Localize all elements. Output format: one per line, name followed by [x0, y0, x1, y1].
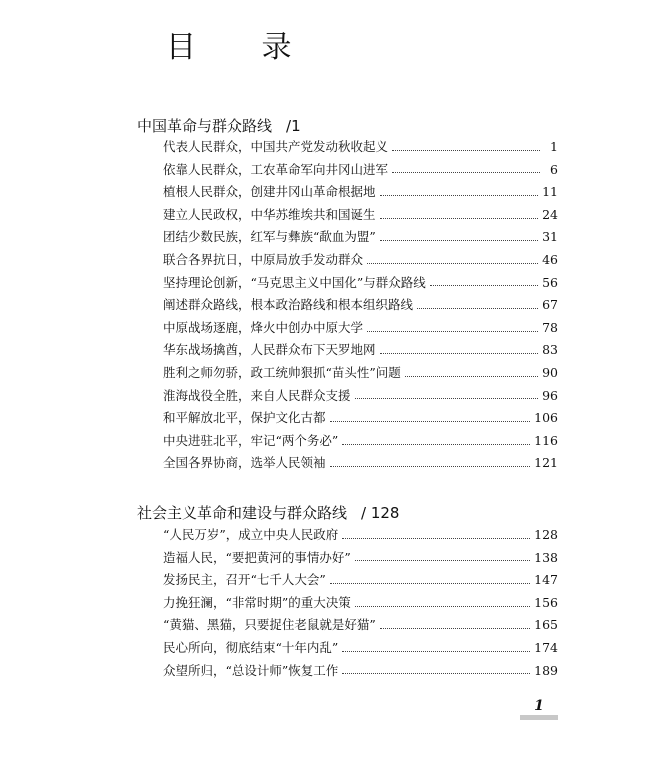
toc-entry-title: 阐述群众路线，根本政治路线和根本组织路线 [163, 297, 414, 313]
dot-leader [380, 195, 539, 196]
toc-entry-title: 胜利之师勿骄，政工统帅狠抓“苗头性”问题 [163, 364, 401, 380]
toc-entry-title: 中央进驻北平，牢记“两个务必” [163, 432, 339, 448]
section-heading [137, 115, 301, 136]
section-heading [137, 502, 399, 523]
toc-entry[interactable] [163, 570, 558, 593]
dot-leader [342, 444, 530, 445]
section-heading-page: / 128 [361, 504, 400, 522]
toc-entry[interactable] [163, 615, 558, 638]
dot-leader [380, 353, 539, 354]
dot-leader [380, 240, 538, 241]
toc-entry[interactable] [163, 318, 558, 341]
toc-entry-page: 96 [542, 387, 558, 403]
toc-entry[interactable] [163, 227, 558, 250]
toc-entry-title: 发扬民主，召开“七千人大会” [163, 572, 326, 588]
toc-list [163, 137, 558, 476]
toc-entry[interactable] [163, 363, 558, 386]
toc-entry-page: 90 [542, 364, 558, 380]
toc-entry[interactable] [163, 273, 558, 296]
toc-entry-page: 121 [534, 455, 558, 471]
dot-leader [330, 583, 530, 584]
dot-leader [355, 606, 530, 607]
toc-entry-page: 116 [534, 432, 558, 448]
dot-leader [392, 172, 540, 173]
page-number: 1 [520, 698, 558, 720]
toc-entry-title: 和平解放北平，保护文化古都 [163, 410, 326, 426]
section-heading-text: 社会主义革命和建设与群众路线 [137, 504, 348, 522]
dot-leader [380, 628, 530, 629]
toc-entry[interactable] [163, 453, 558, 476]
toc-entry-title: 力挽狂澜，“非常时期”的重大决策 [163, 594, 351, 610]
toc-entry[interactable] [163, 386, 558, 409]
toc-entry-page: 67 [542, 297, 558, 313]
toc-entry-title: “黄猫、黑猫，只要捉住老鼠就是好猫” [163, 617, 376, 633]
toc-entry-title: 联合各界抗日，中原局放手发动群众 [163, 251, 364, 267]
toc-entry[interactable] [163, 593, 558, 616]
toc-list [163, 525, 558, 683]
dot-leader [417, 308, 538, 309]
toc-entry-page: 78 [542, 319, 558, 335]
toc-entry-title: 坚持理论创新，“马克思主义中国化”与群众路线 [163, 274, 426, 290]
dot-leader [380, 218, 539, 219]
toc-entry-page: 128 [534, 527, 558, 542]
dot-leader [355, 560, 530, 561]
toc-entry-page: 83 [542, 342, 558, 358]
page-title: 目 录 [166, 30, 320, 65]
toc-entry-page: 56 [542, 274, 558, 290]
toc-entry-page: 24 [542, 206, 558, 222]
dot-leader [405, 376, 538, 377]
toc-entry-page: 31 [542, 229, 558, 245]
toc-entry-title: 团结少数民族，红军与彝族“歃血为盟” [163, 229, 376, 245]
toc-entry-page: 11 [542, 184, 558, 200]
dot-leader [367, 263, 538, 264]
toc-entry[interactable] [163, 250, 558, 273]
toc-entry[interactable] [163, 182, 558, 205]
dot-leader [342, 673, 530, 674]
toc-entry-page: 106 [534, 410, 558, 426]
toc-entry-title: 众望所归，“总设计师”恢复工作 [163, 662, 339, 678]
toc-entry-page: 6 [550, 161, 558, 177]
toc-entry[interactable] [163, 408, 558, 431]
toc-entry[interactable] [163, 638, 558, 661]
section-heading-text: 中国革命与群众路线 [137, 117, 273, 135]
toc-entry[interactable] [163, 661, 558, 684]
toc-entry-page: 156 [534, 594, 558, 610]
toc-entry[interactable] [163, 295, 558, 318]
toc-entry-title: 依靠人民群众，工农革命军向井冈山进军 [163, 161, 389, 177]
toc-entry-page: 46 [542, 251, 558, 267]
toc-entry-title: 中原战场逐鹿，烽火中创办中原大学 [163, 319, 364, 335]
dot-leader [367, 331, 538, 332]
dot-leader [342, 651, 530, 652]
toc-entry-title: 植根人民群众，创建井冈山革命根据地 [163, 184, 376, 200]
toc-entry-title: 造福人民，“要把黄河的事情办好” [163, 549, 351, 565]
toc-entry-page: 174 [534, 639, 558, 655]
dot-leader [330, 421, 531, 422]
dot-leader [330, 466, 531, 467]
toc-entry-title: 民心所向，彻底结束“十年内乱” [163, 639, 339, 655]
toc-entry[interactable] [163, 525, 558, 548]
dot-leader [355, 398, 539, 399]
section-heading-page: /1 [286, 117, 301, 135]
toc-entry-title: 建立人民政权，中华苏维埃共和国诞生 [163, 206, 376, 222]
toc-entry-title: 淮海战役全胜，来自人民群众支援 [163, 387, 351, 403]
toc-entry[interactable] [163, 137, 558, 160]
toc-entry-title: “人民万岁”，成立中央人民政府 [163, 527, 339, 542]
toc-entry-page: 1 [550, 139, 558, 154]
toc-entry-page: 165 [534, 617, 558, 633]
dot-leader [392, 150, 540, 151]
toc-entry-title: 代表人民群众，中国共产党发动秋收起义 [163, 139, 389, 154]
toc-entry[interactable] [163, 340, 558, 363]
toc-entry[interactable] [163, 160, 558, 183]
toc-entry-title: 华东战场擒酋，人民群众布下天罗地网 [163, 342, 376, 358]
toc-entry[interactable] [163, 205, 558, 228]
toc-entry-page: 189 [534, 662, 558, 678]
toc-entry[interactable] [163, 548, 558, 571]
dot-leader [430, 285, 538, 286]
toc-entry[interactable] [163, 431, 558, 454]
dot-leader [342, 538, 530, 539]
toc-entry-page: 138 [534, 549, 558, 565]
toc-entry-title: 全国各界协商，选举人民领袖 [163, 455, 326, 471]
toc-entry-page: 147 [534, 572, 558, 588]
